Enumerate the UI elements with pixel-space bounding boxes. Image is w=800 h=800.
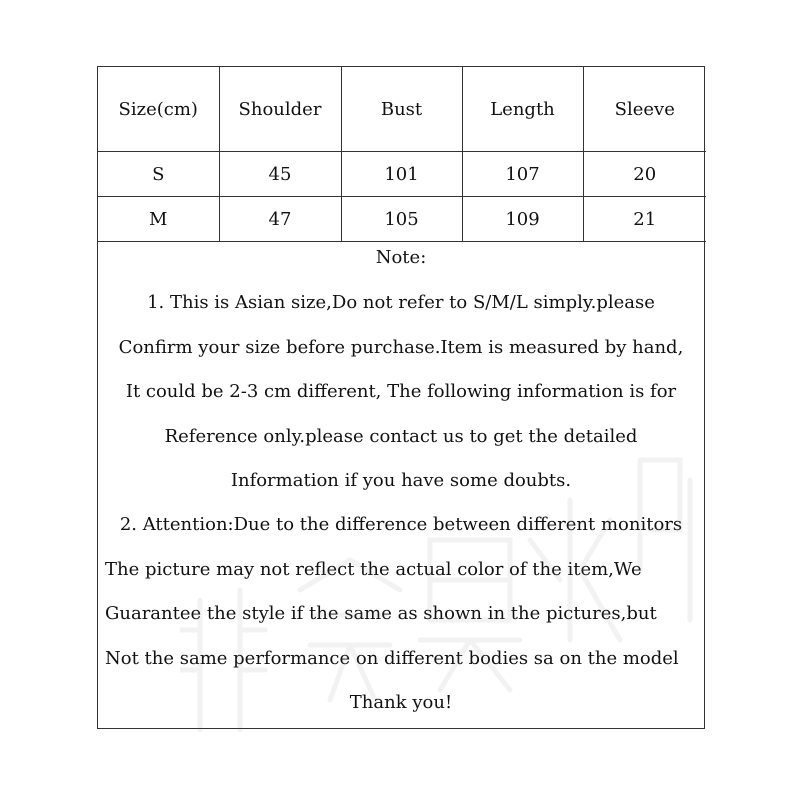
note-line: Not the same performance on different bodies sa on the model — [105, 648, 679, 669]
table-cell: S — [98, 152, 219, 197]
note-line: Thank you! — [349, 692, 453, 713]
size-table — [98, 67, 706, 242]
table-row — [98, 197, 706, 242]
header-cell-bust: Bust — [341, 67, 462, 152]
table-cell: 101 — [341, 152, 462, 197]
table-cell: 20 — [583, 152, 706, 197]
note-line: Reference only.please contact us to get the detailed — [164, 426, 638, 447]
table-cell: 21 — [583, 197, 706, 242]
table-cell: M — [98, 197, 219, 242]
table-row — [98, 152, 706, 197]
note-title: Note: — [375, 247, 427, 268]
table-cell: 109 — [462, 197, 583, 242]
header-cell-sleeve: Sleeve — [583, 67, 706, 152]
table-cell: 47 — [219, 197, 341, 242]
note-line: The picture may not reflect the actual color of the item,We — [105, 559, 642, 580]
note-line: Information if you have some doubts. — [230, 470, 572, 491]
size-chart — [97, 66, 705, 729]
table-cell: 45 — [219, 152, 341, 197]
table-header-row — [98, 67, 706, 152]
header-cell-size: Size(cm) — [98, 67, 219, 152]
header-cell-shoulder: Shoulder — [219, 67, 341, 152]
note-line: 2. Attention:Due to the difference between different monitors — [119, 514, 683, 535]
notes-section — [98, 241, 704, 728]
note-line: 1. This is Asian size,Do not refer to S/M/L simply.please — [147, 292, 655, 313]
table-cell: 105 — [341, 197, 462, 242]
note-line: Guarantee the style if the same as shown in the pictures,but — [105, 603, 657, 624]
table-cell: 107 — [462, 152, 583, 197]
note-line: It could be 2-3 cm different, The following information is for — [125, 381, 677, 402]
note-line: Confirm your size before purchase.Item is measured by hand, — [118, 337, 684, 358]
header-cell-length: Length — [462, 67, 583, 152]
